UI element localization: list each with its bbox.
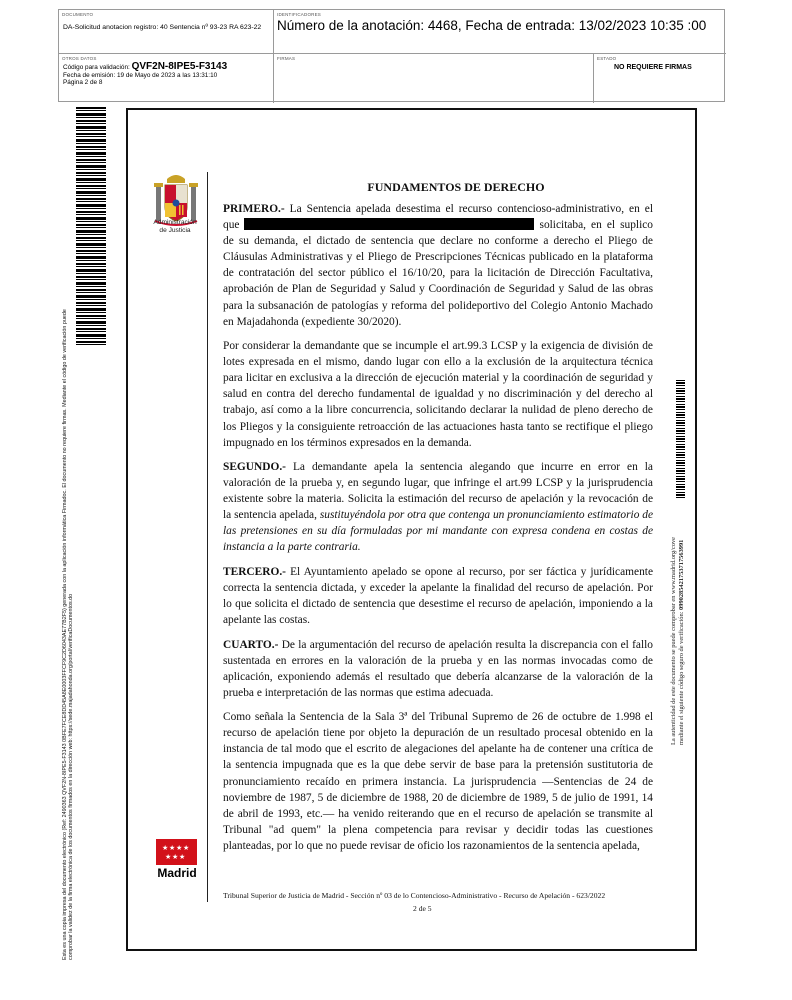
estado-label: ESTADO	[597, 56, 617, 61]
codigo-label: Código para validación:	[63, 64, 130, 71]
firmas-cell	[274, 54, 594, 103]
identificadores-value: Número de la anotación: 4468, Fecha de entrada: 13/02/2023 10:35 :00	[277, 18, 707, 33]
estado-cell	[594, 54, 726, 103]
stars-icon	[156, 839, 197, 865]
left-barcode	[76, 107, 106, 347]
paragraph-primero: PRIMERO.- La Sentencia apelada desestima el recurso contencioso-administrativo, en el que solicitaba, en el suplico de su demanda, el dictado de sentencia que declare no conforme a derecho el Pliego de Cláusulas Administrativas y el Pliego de Prescripciones Técnicas publicado en la plataforma de contratación del sector público el 16/10/20, para la licitación de Dirección Facultativa, aprobación de Plan de Seguridad y Salud y Coordinación de Seguridad y Salud de las obras para la subsanación de patologías y reforma del polideportivo del Colegio Antonio Machado en Majadahonda (expediente 30/2020).	[223, 203, 653, 328]
codigo-validacion: QVF2N-8IPE5-F3143	[131, 61, 228, 72]
document-header	[58, 9, 725, 102]
svg-text:★: ★	[162, 844, 169, 852]
verification-side-text: Esta es una copia impresa del documento electrónico (Ref: 2490363 QVF2N-8IPE5-F3143 0BFE7FCE8DD45A8E0003FFCF9C2D6043AE77B2F5) generada con la aplicación informática Firmadoc. El documento no requiere firmas. Mediante el código de verificación puede comprobar la validez de la firma electrónica de los documentos firmados en la dirección web: https://sede.majadahonda.org/portal/verificaDocumentos.do	[62, 309, 75, 960]
firmas-label: FIRMAS	[277, 56, 296, 61]
footer-court: Tribunal Superior de Justicia de Madrid - Sección nº 03 de lo Contencioso-Administrativo - Recurso de Apelación - 623/2022	[223, 891, 606, 900]
svg-text:★: ★	[176, 844, 183, 852]
paragraph-considerar: Por considerar la demandante que se incumple el art.99.3 LCSP y la exigencia de división de lotes expresada en el mismo, dando lugar con ello a la exclusión de la arquitectura técnica para licitar en exclusiva a la dirección de ejecución material y la coordinación de seguridad y salud en contra del derecho fundamental de igualdad y no discriminación y del derecho al trabajo, así como a la libre concurrencia, solicitando declarar la nulidad de pleno derecho de los Pliegos y la consiguiente retroacción de las actuaciones hasta tanto se rectifique el pliego impugnado en los términos expresados en la demanda.	[223, 340, 653, 449]
documento-cell	[59, 10, 274, 54]
svg-text:★: ★	[179, 853, 186, 861]
paragraph-jurisprudencia: Como señala la Sentencia de la Sala 3ª del Tribunal Supremo de 26 de octubre de 1.998 el recurso de apelación tiene por objeto la depuración de un resultado procesal obtenido en la instancia de tal modo que el escrito de alegaciones del apelante ha de contener una crítica de la sentencia impugnada que es la que debe servir de base para la pretensión sustitutoria de pronunciamiento recaído en primera instancia. La jurisprudencia —Sentencias de 24 de noviembre de 1987, 5 de diciembre de 1988, 20 de diciembre de 1989, 5 de julio de 1991, 14 de abril de 1993, etc.— ha venido reiterando que en el recurso de apelación se transmite al Tribunal "ad quem" la plena competencia para revisar y decidir todas las cuestiones planteadas, por lo que no puede revisar de oficio los razonamientos de la sentencia apelada,	[223, 711, 653, 852]
identificadores-label: IDENTIFICADORES	[277, 12, 322, 17]
paragraph-tercero: TERCERO.- El Ayuntamiento apelado se opone al recurso, por ser fáctica y jurídicamente correcta la sentencia dictada, y exceder la apelante la finalidad del recurso de apelación. Por lo que solicita el dictado de sentencia que desestime el recurso de apelación, imponiendo a la apelante las costas.	[223, 565, 653, 627]
paragraph-cuarto: CUARTO.- De la argumentación del recurso de apelación resulta la discrepancia con el fallo sustentada en errores en la valoración de la prueba y en las normas invocadas como de aplicación, exponiendo además el resultado que debería alcanzarse de la valoración de la prueba e interpretación de las normas que estima adecuada.	[223, 638, 653, 699]
pagina-info: Página 2 de 8	[63, 79, 103, 87]
otros-datos-value	[63, 63, 268, 87]
footer-page-number: 2 de 5	[413, 904, 432, 913]
redaction-block	[244, 218, 534, 230]
svg-text:★: ★	[169, 844, 176, 852]
page-footer	[223, 889, 655, 913]
madrid-logo-text: Madrid	[157, 866, 197, 880]
svg-text:★: ★	[183, 844, 190, 852]
fecha-emision: Fecha de emisión: 19 de Mayo de 2023 a las 13:31:10	[63, 71, 218, 79]
legal-document-body	[223, 179, 653, 862]
otros-datos-cell	[59, 54, 274, 103]
svg-text:★: ★	[172, 853, 179, 861]
identificadores-cell	[274, 10, 726, 54]
section-heading: FUNDAMENTOS DE DERECHO	[367, 180, 545, 194]
documento-value: DA-Solicitud anotacion registro: 40 Sentencia nº 93-23 RA 623-22	[63, 24, 262, 31]
estado-value: NO REQUIERE FIRMAS	[614, 64, 692, 71]
paragraph-segundo: SEGUNDO.- La demandante apela la sentencia alegando que incurre en error en la valoración de la prueba y, en segundo lugar, que infringe el art.99 LCSP y la jurisprudencia existente sobre la materia. Solicita la estimación del recurso de apelación y la revocación de la sentencia apelada, sustituyéndola por otra que contenga un pronunciamiento estimatorio de las pretensiones en su día formuladas por mi mandante con expresa condena en costas de instancia a la parte contraria.	[223, 461, 654, 554]
right-barcode	[676, 380, 685, 498]
svg-text:★: ★	[165, 853, 172, 861]
administracion-justicia-label: Administración de Justicia	[153, 219, 197, 234]
margin-divider	[207, 172, 208, 902]
madrid-flag-icon	[156, 839, 197, 865]
otros-datos-label: OTROS DATOS	[62, 56, 97, 61]
authenticity-side-text: La autenticidad de este documento se puede comprobar en www.madrid.org/cove mediante el siguiente código seguro de verificación: 0990285421753717563991	[670, 537, 685, 745]
documento-label: DOCUMENTO	[62, 12, 94, 17]
